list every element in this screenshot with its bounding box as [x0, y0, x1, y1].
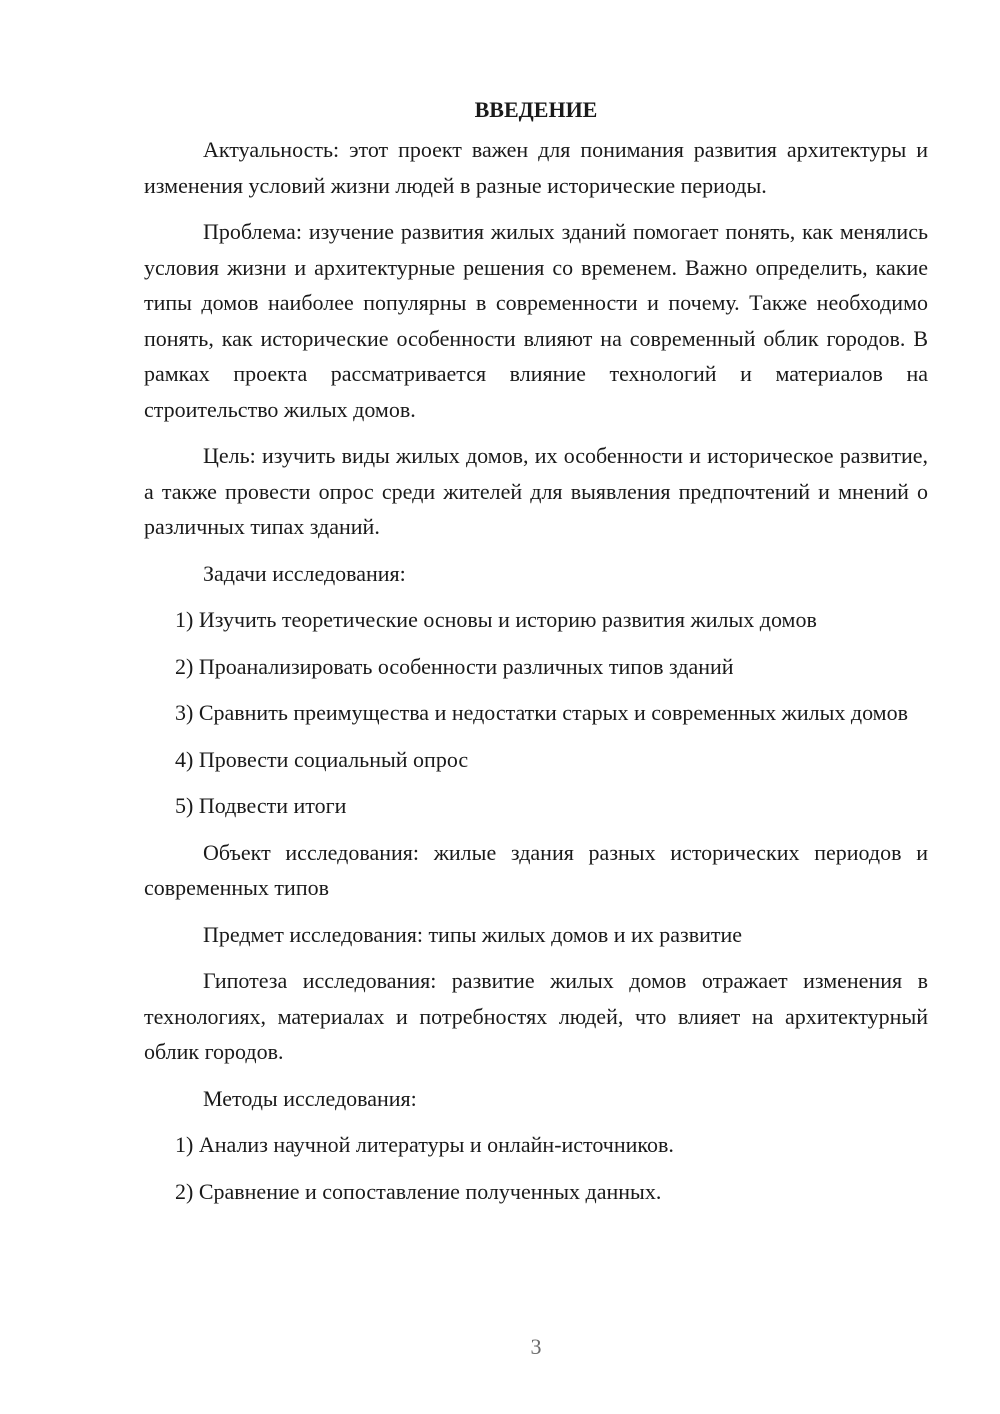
method-item: 2) Сравнение и сопоставление полученных данных. — [175, 1178, 662, 1204]
object-paragraph: Объект исследования: жилые здания разных исторических периодов и современных типов — [144, 839, 928, 900]
tasks-heading: Задачи исследования: — [203, 560, 406, 586]
task-item: 3) Сравнить преимущества и недостатки старых и современных жилых домов — [175, 700, 908, 725]
task-item: 4) Провести социальный опрос — [175, 746, 469, 772]
subject-paragraph: Предмет исследования: типы жилых домов и их развитие — [203, 921, 743, 947]
hypothesis-paragraph: Гипотеза исследования: развитие жилых домов отражает изменения в технологиях, материалах и потребностях людей, что влияет на архитектурный облик городов. — [144, 968, 928, 1064]
problem-paragraph: Проблема: изучение развития жилых зданий помогает понять, как менялись условия жизни и архитектурные решения со временем. Важно определить, какие типы домов наиболее популярны в современности и почему. Также необходимо понять, как исторические особенности влияют на современный облик городов. В рамках проекта рассматривается влияние технологий и материалов на строительство жилых домов. — [144, 219, 928, 422]
goal-paragraph: Цель: изучить виды жилых домов, их особенности и историческое развитие, а также провести опрос среди жителей для выявления предпочтений и мнений о различных типах зданий. — [144, 443, 928, 539]
task-item: 1) Изучить теоретические основы и историю развития жилых домов — [175, 607, 817, 632]
relevance-paragraph: Актуальность: этот проект важен для понимания развития архитектуры и изменения условий жизни людей в разные исторические периоды. — [144, 137, 928, 198]
task-item: 5) Подвести итоги — [175, 793, 347, 818]
page-number: 3 — [530, 1334, 542, 1359]
task-item: 2) Проанализировать особенности различных типов зданий — [175, 653, 734, 679]
document-page — [144, 92, 928, 1220]
method-item: 1) Анализ научной литературы и онлайн-источников. — [175, 1132, 674, 1157]
methods-heading: Методы исследования: — [203, 1085, 417, 1111]
page-title: ВВЕДЕНИЕ — [474, 97, 598, 122]
